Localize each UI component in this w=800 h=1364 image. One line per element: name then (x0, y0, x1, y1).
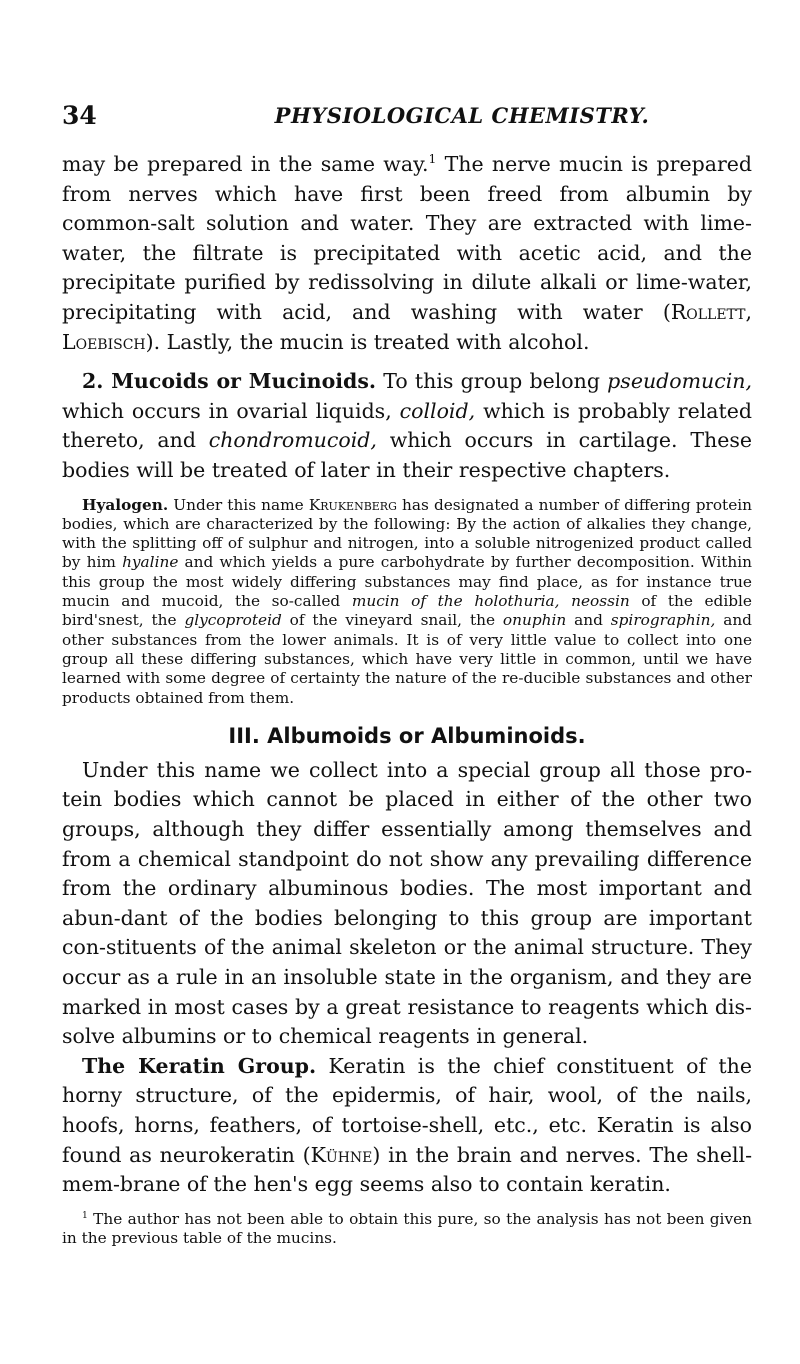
section-lead: Hyalogen. (82, 495, 169, 514)
paragraph-hyalogen (62, 496, 752, 708)
footnote-marker: 1 (82, 1209, 88, 1221)
term: spirographin, (610, 611, 716, 630)
running-head: PHYSIOLOGICAL CHEMISTRY. (274, 103, 650, 128)
section-heading: III. Albumoids or Albuminoids. (228, 723, 586, 748)
author-citation: Krukenberg (308, 495, 397, 514)
paragraph-albumoids: Under this name we collect into a special group all those pro-tein bodies which cannot be placed in either of the other two groups, although they differ essentially among themselves and from a chemical standpoint do not show any prevailing difference from the ordinary albuminous bodies. The most important and abun-dant of the bodies belonging to this group are important con-stituents of the animal skeleton or the animal structure. They occur as a rule in an insoluble state in the organism, and they are marked in most cases by a great resistance to reagents which dis-solve albumins or to chemical reagents in general. (62, 757, 752, 1049)
text: which is probably related thereto, and (62, 398, 752, 453)
footnote-reference: 1 (428, 152, 437, 167)
term: glycoproteid (184, 611, 282, 630)
text: has designated a number of differing protein bodies, which are characterized by the following: By the action of alkalies they change, with the splitting off of sulphur and nitrogen, into a soluble nitrogenized product called by him (62, 495, 753, 572)
term: chondromucoid, (208, 428, 377, 453)
term: onuphin (502, 611, 567, 630)
text: of the edible bird'snest, the (62, 592, 752, 630)
page-body (62, 150, 752, 1263)
section-lead: 2. Mucoids or Mucinoids. (82, 369, 377, 394)
author-citation: Rollett, Loebisch (62, 299, 752, 354)
footnote (62, 1210, 752, 1248)
text: ) in the brain and nerves. The shell-mem-brane of the hen's egg seems also to contain keratin. (62, 1142, 752, 1197)
author-citation: Kühne (310, 1142, 373, 1167)
term: pseudomucin, (607, 369, 753, 394)
text: The nerve mucin is prepared from nerves which have first been freed from albumin by common-salt solution and water. They are extracted with lime-water, the filtrate is precipitated with acetic acid, and the precipitate purified by redissolving in dilute alkali or lime-water, precipitating with acid, and washing with water ( (62, 152, 752, 324)
paragraph-nerve-mucin (62, 150, 752, 357)
text: and (566, 611, 611, 630)
paragraph-keratin (62, 1052, 752, 1200)
text: and which yields a pure carbohydrate by further decomposition. Within this group the most widely differing substances may find place, as for instance true mucin and mucoid, the so-called (62, 553, 752, 611)
term: colloid, (399, 398, 476, 423)
text: and other substances from the lower animals. It is of very little value to collect into one group all these differing substances, which have very little in common, until we have learned with some degree of certainty the nature of the re-ducible substances and other products obtained from them. (62, 611, 752, 707)
text: which occurs in ovarial liquids, (62, 398, 400, 423)
term: hyaline (122, 553, 179, 572)
term: mucin of the holothuria, neossin (351, 592, 630, 611)
text: Keratin is the chief constituent of the horny structure, of the epidermis, of hair, wool, of the nails, hoofs, horns, feathers, of tortoise-shell, etc., etc. Keratin is also found as neurokeratin ( (62, 1053, 752, 1167)
footnote-text: The author has not been able to obtain this pure, so the analysis has not been given in the previous table of the mucins. (62, 1209, 752, 1247)
section-lead: The Keratin Group. (82, 1053, 317, 1078)
text: To this group belong (376, 369, 608, 394)
text: ). Lastly, the mucin is treated with alcohol. (145, 329, 590, 354)
text: Under this name (168, 495, 309, 514)
text: of the vineyard snail, the (281, 611, 503, 630)
page-header (62, 101, 752, 137)
page-number: 34 (62, 101, 97, 130)
text: may be prepared in the same way. (62, 152, 429, 176)
text: which occurs in cartilage. These bodies will be treated of later in their respective chapters. (62, 428, 752, 482)
paragraph-mucoids (62, 367, 752, 485)
